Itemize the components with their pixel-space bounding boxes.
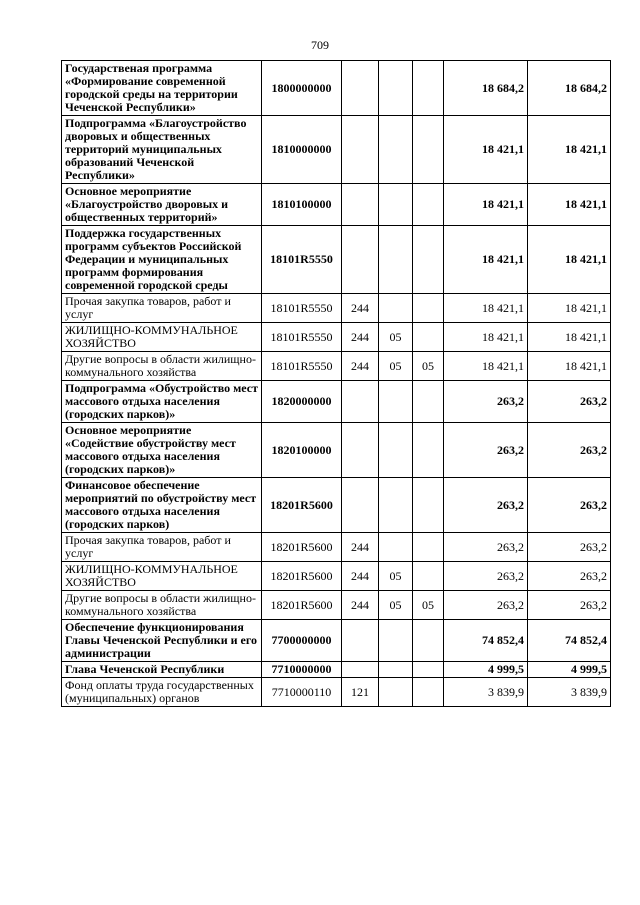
table-row	[62, 478, 611, 533]
row-name-cell: Подпрограмма «Обустройство мест массового отдыха населения (городских парков)»	[62, 381, 262, 423]
row-amount-1-cell: 263,2	[444, 562, 528, 591]
row-section-cell	[379, 294, 413, 323]
row-subsection-cell	[413, 533, 444, 562]
row-name-cell: Другие вопросы в области жилищно-коммунального хозяйства	[62, 591, 262, 620]
row-subsection-cell	[413, 562, 444, 591]
table-body	[62, 61, 611, 707]
row-section-cell	[379, 662, 413, 678]
row-name-cell: Фонд оплаты труда государственных (муниципальных) органов	[62, 678, 262, 707]
row-amount-1-cell: 18 421,1	[444, 116, 528, 184]
row-code-cell: 18201R5600	[262, 533, 342, 562]
row-amount-1-cell: 263,2	[444, 533, 528, 562]
row-amount-2-cell: 18 421,1	[528, 116, 611, 184]
row-amount-1-cell: 18 421,1	[444, 184, 528, 226]
row-code-cell: 18101R5550	[262, 323, 342, 352]
row-section-cell	[379, 533, 413, 562]
row-amount-2-cell: 18 421,1	[528, 352, 611, 381]
table-row	[62, 533, 611, 562]
row-section-cell: 05	[379, 562, 413, 591]
row-amount-1-cell: 18 421,1	[444, 294, 528, 323]
row-section-cell	[379, 620, 413, 662]
row-section-cell	[379, 678, 413, 707]
row-amount-2-cell: 18 421,1	[528, 323, 611, 352]
row-amount-1-cell: 74 852,4	[444, 620, 528, 662]
row-amount-2-cell: 3 839,9	[528, 678, 611, 707]
row-code-cell: 18201R5600	[262, 591, 342, 620]
row-section-cell	[379, 184, 413, 226]
row-code-cell: 1810000000	[262, 116, 342, 184]
row-subsection-cell	[413, 381, 444, 423]
row-amount-2-cell: 263,2	[528, 381, 611, 423]
row-code-cell: 1800000000	[262, 61, 342, 116]
table-row	[62, 381, 611, 423]
row-subsection-cell	[413, 323, 444, 352]
row-subsection-cell	[413, 678, 444, 707]
table-row	[62, 591, 611, 620]
row-subsection-cell: 05	[413, 352, 444, 381]
row-amount-2-cell: 4 999,5	[528, 662, 611, 678]
row-name-cell: ЖИЛИЩНО-КОММУНАЛЬНОЕ ХОЗЯЙСТВО	[62, 323, 262, 352]
row-subsection-cell	[413, 226, 444, 294]
row-expense-type-cell	[342, 662, 379, 678]
row-section-cell	[379, 381, 413, 423]
table-row	[62, 226, 611, 294]
row-amount-2-cell: 263,2	[528, 533, 611, 562]
row-section-cell	[379, 478, 413, 533]
table-row	[62, 620, 611, 662]
row-amount-2-cell: 18 421,1	[528, 226, 611, 294]
row-name-cell: Основное мероприятие «Содействие обустройству мест массового отдыха населения (городских парков)»	[62, 423, 262, 478]
row-amount-2-cell: 263,2	[528, 562, 611, 591]
row-name-cell: Финансовое обеспечение мероприятий по обустройству мест массового отдыха населения (городских парков)	[62, 478, 262, 533]
table-row	[62, 562, 611, 591]
row-code-cell: 7710000110	[262, 678, 342, 707]
row-subsection-cell	[413, 620, 444, 662]
table-row	[62, 352, 611, 381]
row-name-cell: Государственая программа «Формирование современной городской среды на территории Чеченской Республики»	[62, 61, 262, 116]
row-amount-1-cell: 18 421,1	[444, 323, 528, 352]
row-subsection-cell	[413, 423, 444, 478]
row-subsection-cell	[413, 478, 444, 533]
row-expense-type-cell	[342, 381, 379, 423]
table-row	[62, 423, 611, 478]
row-name-cell: Другие вопросы в области жилищно-коммунального хозяйства	[62, 352, 262, 381]
row-amount-2-cell: 263,2	[528, 423, 611, 478]
row-expense-type-cell: 244	[342, 562, 379, 591]
row-expense-type-cell	[342, 423, 379, 478]
row-code-cell: 18101R5550	[262, 352, 342, 381]
row-expense-type-cell: 121	[342, 678, 379, 707]
row-subsection-cell: 05	[413, 591, 444, 620]
row-section-cell	[379, 61, 413, 116]
row-expense-type-cell	[342, 61, 379, 116]
table-row	[62, 294, 611, 323]
row-amount-1-cell: 18 684,2	[444, 61, 528, 116]
row-name-cell: Прочая закупка товаров, работ и услуг	[62, 294, 262, 323]
row-name-cell: Глава Чеченской Республики	[62, 662, 262, 678]
row-amount-1-cell: 18 421,1	[444, 226, 528, 294]
row-section-cell	[379, 423, 413, 478]
row-code-cell: 18101R5550	[262, 294, 342, 323]
row-expense-type-cell: 244	[342, 352, 379, 381]
row-name-cell: Прочая закупка товаров, работ и услуг	[62, 533, 262, 562]
row-code-cell: 18201R5600	[262, 478, 342, 533]
row-amount-1-cell: 263,2	[444, 381, 528, 423]
row-subsection-cell	[413, 116, 444, 184]
table-row	[62, 61, 611, 116]
table-row	[62, 116, 611, 184]
row-name-cell: Подпрограмма «Благоустройство дворовых и общественных территорий муниципальных образований Чеченской Республики»	[62, 116, 262, 184]
row-section-cell: 05	[379, 591, 413, 620]
row-name-cell: Обеспечение функционирования Главы Чеченской Республики и его администрации	[62, 620, 262, 662]
row-code-cell: 7710000000	[262, 662, 342, 678]
page-number: 709	[311, 38, 329, 52]
row-amount-2-cell: 263,2	[528, 478, 611, 533]
row-name-cell: ЖИЛИЩНО-КОММУНАЛЬНОЕ ХОЗЯЙСТВО	[62, 562, 262, 591]
row-amount-1-cell: 263,2	[444, 478, 528, 533]
row-expense-type-cell	[342, 116, 379, 184]
row-amount-1-cell: 263,2	[444, 591, 528, 620]
row-expense-type-cell: 244	[342, 294, 379, 323]
row-amount-1-cell: 263,2	[444, 423, 528, 478]
row-amount-2-cell: 18 421,1	[528, 294, 611, 323]
row-expense-type-cell: 244	[342, 591, 379, 620]
row-expense-type-cell: 244	[342, 533, 379, 562]
row-section-cell: 05	[379, 323, 413, 352]
row-amount-2-cell: 74 852,4	[528, 620, 611, 662]
row-section-cell	[379, 226, 413, 294]
row-expense-type-cell	[342, 226, 379, 294]
row-amount-2-cell: 18 684,2	[528, 61, 611, 116]
budget-table	[61, 60, 611, 707]
table-row	[62, 184, 611, 226]
row-expense-type-cell: 244	[342, 323, 379, 352]
row-subsection-cell	[413, 61, 444, 116]
row-name-cell: Поддержка государственных программ субъектов Российской Федерации и муниципальных программ формирования современной городской среды	[62, 226, 262, 294]
table-row	[62, 323, 611, 352]
row-subsection-cell	[413, 294, 444, 323]
row-amount-1-cell: 3 839,9	[444, 678, 528, 707]
row-code-cell: 7700000000	[262, 620, 342, 662]
row-code-cell: 18201R5600	[262, 562, 342, 591]
row-code-cell: 1820000000	[262, 381, 342, 423]
table-row	[62, 678, 611, 707]
table-row	[62, 662, 611, 678]
row-name-cell: Основное мероприятие «Благоустройство дворовых и общественных территорий»	[62, 184, 262, 226]
row-expense-type-cell	[342, 184, 379, 226]
row-code-cell: 1810100000	[262, 184, 342, 226]
row-section-cell	[379, 116, 413, 184]
row-amount-1-cell: 18 421,1	[444, 352, 528, 381]
row-code-cell: 1820100000	[262, 423, 342, 478]
row-expense-type-cell	[342, 620, 379, 662]
row-expense-type-cell	[342, 478, 379, 533]
row-amount-2-cell: 18 421,1	[528, 184, 611, 226]
row-amount-2-cell: 263,2	[528, 591, 611, 620]
row-subsection-cell	[413, 184, 444, 226]
row-amount-1-cell: 4 999,5	[444, 662, 528, 678]
row-subsection-cell	[413, 662, 444, 678]
row-section-cell: 05	[379, 352, 413, 381]
row-code-cell: 18101R5550	[262, 226, 342, 294]
